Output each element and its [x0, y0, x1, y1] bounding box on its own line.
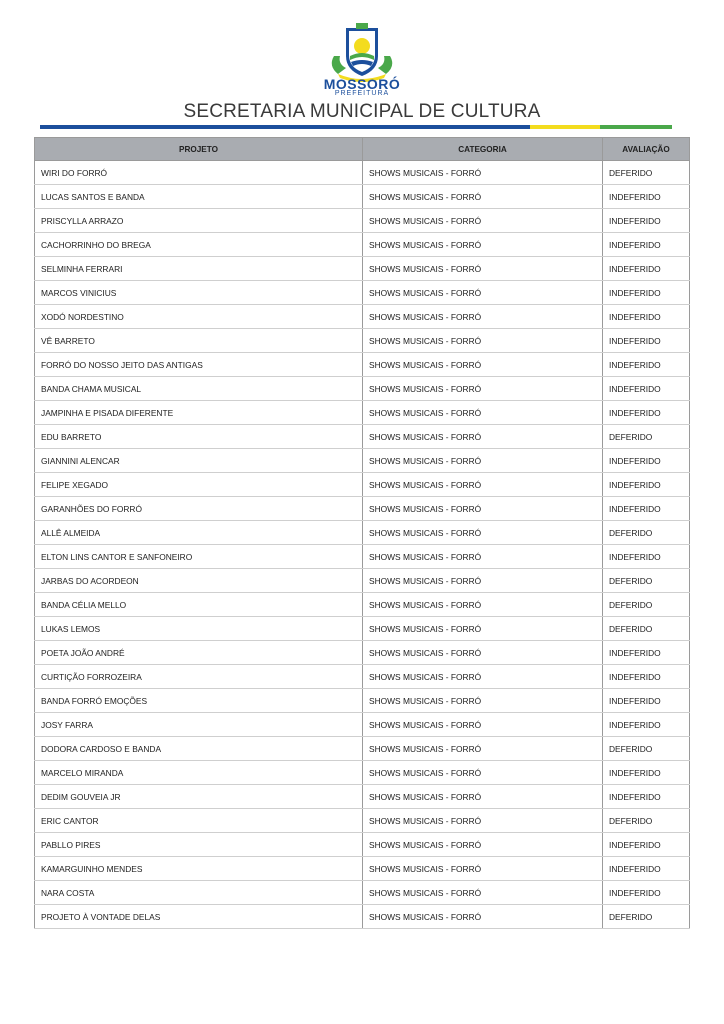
cell-categoria: SHOWS MUSICAIS - FORRÓ	[363, 593, 603, 617]
table-row	[35, 425, 690, 449]
cell-projeto: GARANHÕES DO FORRÓ	[35, 497, 363, 521]
table-row	[35, 905, 690, 929]
cell-avaliacao: DEFERIDO	[603, 905, 690, 929]
cell-projeto: CURTIÇÃO FORROZEIRA	[35, 665, 363, 689]
cell-projeto: KAMARGUINHO MENDES	[35, 857, 363, 881]
table-body	[35, 161, 690, 929]
cell-categoria: SHOWS MUSICAIS - FORRÓ	[363, 905, 603, 929]
table-row	[35, 161, 690, 185]
cell-projeto: ERIC CANTOR	[35, 809, 363, 833]
cell-categoria: SHOWS MUSICAIS - FORRÓ	[363, 809, 603, 833]
table-row	[35, 689, 690, 713]
table-row	[35, 497, 690, 521]
cell-categoria: SHOWS MUSICAIS - FORRÓ	[363, 881, 603, 905]
cell-avaliacao: DEFERIDO	[603, 521, 690, 545]
cell-avaliacao: INDEFERIDO	[603, 257, 690, 281]
cell-projeto: VÊ BARRETO	[35, 329, 363, 353]
brand-name: MOSSORÓ	[323, 76, 401, 92]
table-row	[35, 329, 690, 353]
table-row	[35, 449, 690, 473]
brand-subtitle: PREFEITURA	[334, 90, 390, 97]
cell-categoria: SHOWS MUSICAIS - FORRÓ	[363, 569, 603, 593]
cell-projeto: JARBAS DO ACORDEON	[35, 569, 363, 593]
cell-categoria: SHOWS MUSICAIS - FORRÓ	[363, 689, 603, 713]
table-row	[35, 641, 690, 665]
cell-projeto: ELTON LINS CANTOR E SANFONEIRO	[35, 545, 363, 569]
cell-avaliacao: INDEFERIDO	[603, 497, 690, 521]
results-table	[34, 137, 690, 929]
cell-avaliacao: DEFERIDO	[603, 593, 690, 617]
cell-projeto: DODORA CARDOSO E BANDA	[35, 737, 363, 761]
cell-categoria: SHOWS MUSICAIS - FORRÓ	[363, 185, 603, 209]
cell-projeto: JOSY FARRA	[35, 713, 363, 737]
cell-avaliacao: INDEFERIDO	[603, 185, 690, 209]
cell-categoria: SHOWS MUSICAIS - FORRÓ	[363, 161, 603, 185]
cell-categoria: SHOWS MUSICAIS - FORRÓ	[363, 377, 603, 401]
table-row	[35, 521, 690, 545]
page-header	[0, 0, 724, 135]
cell-avaliacao: INDEFERIDO	[603, 377, 690, 401]
cell-projeto: MARCELO MIRANDA	[35, 761, 363, 785]
cell-categoria: SHOWS MUSICAIS - FORRÓ	[363, 833, 603, 857]
table-header-row	[35, 138, 690, 161]
table-row	[35, 569, 690, 593]
cell-projeto: POETA JOÃO ANDRÉ	[35, 641, 363, 665]
cell-projeto: LUCAS SANTOS E BANDA	[35, 185, 363, 209]
cell-categoria: SHOWS MUSICAIS - FORRÓ	[363, 617, 603, 641]
cell-projeto: FELIPE XEGADO	[35, 473, 363, 497]
color-bar-yellow	[530, 125, 600, 129]
cell-projeto: SELMINHA FERRARI	[35, 257, 363, 281]
cell-projeto: ALLÊ ALMEIDA	[35, 521, 363, 545]
color-bar-green	[600, 125, 672, 129]
cell-avaliacao: INDEFERIDO	[603, 281, 690, 305]
table-row	[35, 833, 690, 857]
cell-avaliacao: DEFERIDO	[603, 569, 690, 593]
table-row	[35, 185, 690, 209]
table-row	[35, 809, 690, 833]
cell-avaliacao: INDEFERIDO	[603, 449, 690, 473]
secretaria-title: SECRETARIA MUNICIPAL DE CULTURA	[183, 101, 541, 122]
cell-categoria: SHOWS MUSICAIS - FORRÓ	[363, 449, 603, 473]
cell-projeto: PROJETO À VONTADE DELAS	[35, 905, 363, 929]
cell-projeto: MARCOS VINICIUS	[35, 281, 363, 305]
cell-projeto: BANDA CHAMA MUSICAL	[35, 377, 363, 401]
table-row	[35, 617, 690, 641]
table-row	[35, 665, 690, 689]
column-header-categoria: CATEGORIA	[363, 138, 603, 161]
cell-categoria: SHOWS MUSICAIS - FORRÓ	[363, 785, 603, 809]
cell-categoria: SHOWS MUSICAIS - FORRÓ	[363, 713, 603, 737]
cell-categoria: SHOWS MUSICAIS - FORRÓ	[363, 281, 603, 305]
cell-categoria: SHOWS MUSICAIS - FORRÓ	[363, 857, 603, 881]
cell-avaliacao: DEFERIDO	[603, 161, 690, 185]
cell-categoria: SHOWS MUSICAIS - FORRÓ	[363, 641, 603, 665]
cell-avaliacao: INDEFERIDO	[603, 857, 690, 881]
table-row	[35, 881, 690, 905]
cell-projeto: FORRÓ DO NOSSO JEITO DAS ANTIGAS	[35, 353, 363, 377]
cell-categoria: SHOWS MUSICAIS - FORRÓ	[363, 497, 603, 521]
cell-categoria: SHOWS MUSICAIS - FORRÓ	[363, 329, 603, 353]
cell-categoria: SHOWS MUSICAIS - FORRÓ	[363, 257, 603, 281]
cell-projeto: JAMPINHA E PISADA DIFERENTE	[35, 401, 363, 425]
table-row	[35, 281, 690, 305]
cell-avaliacao: INDEFERIDO	[603, 641, 690, 665]
table-row	[35, 305, 690, 329]
cell-projeto: GIANNINI ALENCAR	[35, 449, 363, 473]
table-row	[35, 593, 690, 617]
table-row	[35, 713, 690, 737]
cell-categoria: SHOWS MUSICAIS - FORRÓ	[363, 425, 603, 449]
cell-avaliacao: INDEFERIDO	[603, 209, 690, 233]
cell-avaliacao: DEFERIDO	[603, 737, 690, 761]
cell-projeto: PABLLO PIRES	[35, 833, 363, 857]
cell-avaliacao: INDEFERIDO	[603, 713, 690, 737]
table-row	[35, 857, 690, 881]
cell-projeto: DEDIM GOUVEIA JR	[35, 785, 363, 809]
cell-categoria: SHOWS MUSICAIS - FORRÓ	[363, 737, 603, 761]
cell-projeto: BANDA FORRÓ EMOÇÕES	[35, 689, 363, 713]
cell-avaliacao: INDEFERIDO	[603, 473, 690, 497]
cell-categoria: SHOWS MUSICAIS - FORRÓ	[363, 233, 603, 257]
cell-categoria: SHOWS MUSICAIS - FORRÓ	[363, 209, 603, 233]
table-row	[35, 353, 690, 377]
cell-avaliacao: INDEFERIDO	[603, 353, 690, 377]
cell-categoria: SHOWS MUSICAIS - FORRÓ	[363, 353, 603, 377]
cell-avaliacao: DEFERIDO	[603, 809, 690, 833]
column-header-projeto: PROJETO	[35, 138, 363, 161]
cell-avaliacao: INDEFERIDO	[603, 233, 690, 257]
table-row	[35, 257, 690, 281]
cell-projeto: NARA COSTA	[35, 881, 363, 905]
flag-color-bar	[40, 125, 672, 129]
table-row	[35, 377, 690, 401]
cell-avaliacao: INDEFERIDO	[603, 833, 690, 857]
cell-avaliacao: INDEFERIDO	[603, 665, 690, 689]
table-row	[35, 785, 690, 809]
cell-avaliacao: INDEFERIDO	[603, 785, 690, 809]
cell-categoria: SHOWS MUSICAIS - FORRÓ	[363, 665, 603, 689]
cell-avaliacao: INDEFERIDO	[603, 305, 690, 329]
table-row	[35, 545, 690, 569]
cell-avaliacao: INDEFERIDO	[603, 761, 690, 785]
table-row	[35, 401, 690, 425]
cell-avaliacao: INDEFERIDO	[603, 881, 690, 905]
cell-projeto: WIRI DO FORRÓ	[35, 161, 363, 185]
cell-avaliacao: DEFERIDO	[603, 425, 690, 449]
cell-projeto: EDU BARRETO	[35, 425, 363, 449]
cell-categoria: SHOWS MUSICAIS - FORRÓ	[363, 521, 603, 545]
cell-projeto: PRISCYLLA ARRAZO	[35, 209, 363, 233]
cell-categoria: SHOWS MUSICAIS - FORRÓ	[363, 401, 603, 425]
cell-avaliacao: INDEFERIDO	[603, 545, 690, 569]
cell-categoria: SHOWS MUSICAIS - FORRÓ	[363, 761, 603, 785]
cell-categoria: SHOWS MUSICAIS - FORRÓ	[363, 305, 603, 329]
table-row	[35, 209, 690, 233]
cell-avaliacao: INDEFERIDO	[603, 329, 690, 353]
cell-categoria: SHOWS MUSICAIS - FORRÓ	[363, 545, 603, 569]
table-row	[35, 737, 690, 761]
cell-avaliacao: DEFERIDO	[603, 617, 690, 641]
cell-projeto: LUKAS LEMOS	[35, 617, 363, 641]
cell-categoria: SHOWS MUSICAIS - FORRÓ	[363, 473, 603, 497]
cell-projeto: CACHORRINHO DO BREGA	[35, 233, 363, 257]
column-header-avaliacao: AVALIAÇÃO	[603, 138, 690, 161]
table-row	[35, 233, 690, 257]
table-row	[35, 473, 690, 497]
cell-avaliacao: INDEFERIDO	[603, 401, 690, 425]
city-crest-icon	[326, 22, 398, 84]
cell-projeto: BANDA CÉLIA MELLO	[35, 593, 363, 617]
cell-projeto: XODÓ NORDESTINO	[35, 305, 363, 329]
color-bar-blue	[40, 125, 530, 129]
cell-avaliacao: INDEFERIDO	[603, 689, 690, 713]
table-row	[35, 761, 690, 785]
